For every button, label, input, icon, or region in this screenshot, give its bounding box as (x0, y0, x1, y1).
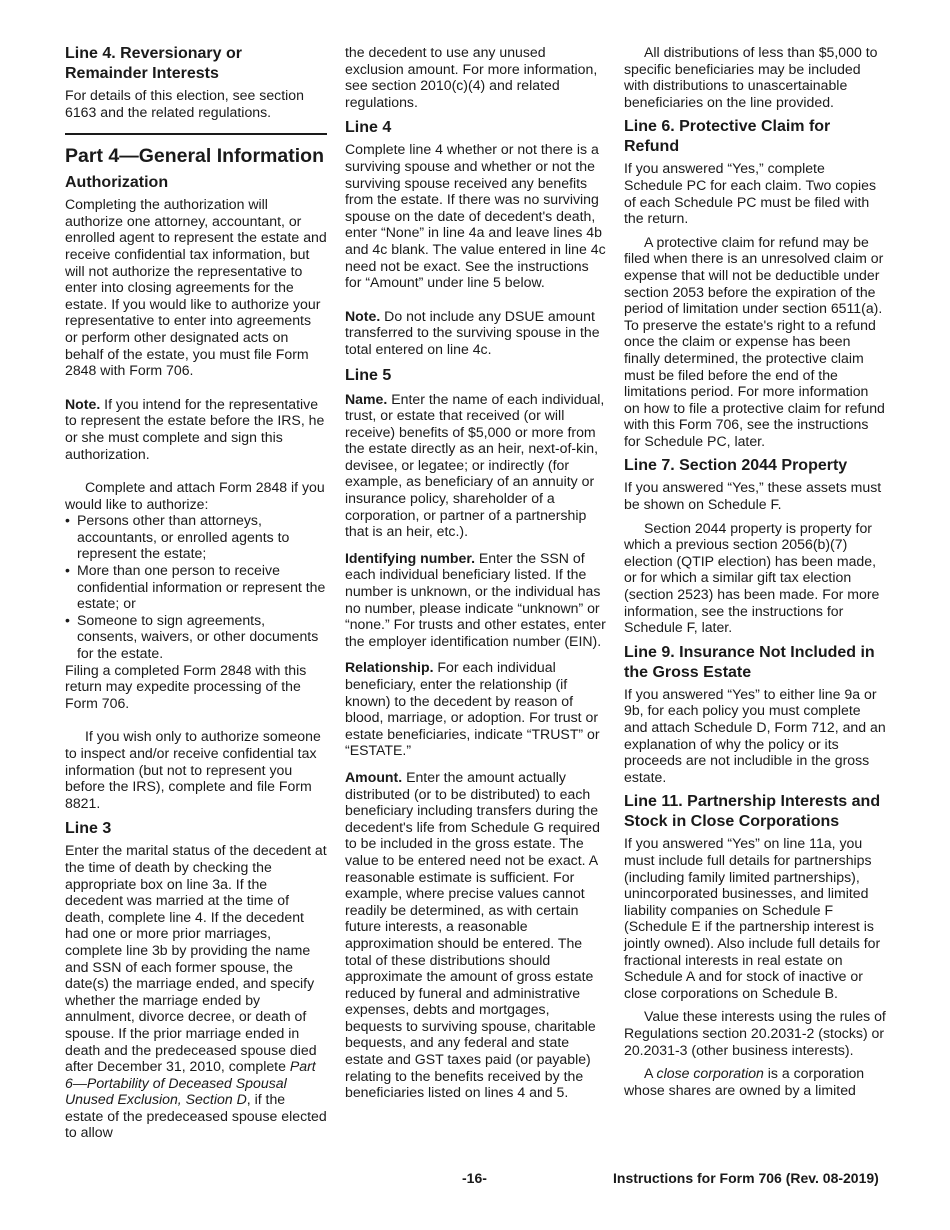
note-text: If you intend for the representative to represent the estate before the IRS, he or she must complete and sign this authorization. (65, 395, 325, 462)
authorization-text: Completing the authorization will authorize one attorney, accountant, or enrolled agent to represent the estate and receive confidential tax information, but will not authorize the representative to enter into closing agreements for the estate. If you would like to authorize your representative to enter into agreements or perform other designated acts on behalf of the estate, you must file Form 2848 with Form 706. (65, 196, 327, 379)
identifying-number-paragraph: Identifying number. Enter the SSN of each individual beneficiary listed. If the number is unknown, or the individual has no number, please indicate “unknown” or “none.” For trusts and other estates, enter the employer identification number (EIN). (345, 549, 606, 649)
note-label: Note. (65, 395, 101, 412)
line11-text: If you answered “Yes” on line 11a, you must include full details for partnerships (including family limited partnerships), unincorporated businesses, and limited liability companies on Schedule F (Schedule E if the partnership interest is jointly owned). Also include full details for fractional interests in real estate on Schedule A and for stock of inactive or close corporations on Schedule B. (624, 835, 881, 1001)
line7-heading: Line 7. Section 2044 Property (624, 457, 848, 475)
line7-text: If you answered “Yes,” these assets must be shown on Schedule F. (624, 479, 882, 513)
bullet-item: • Persons other than attorneys, accountants, or enrolled agents to represent the estate; (65, 512, 290, 562)
filing-text: Filing a completed Form 2848 with this return may expedite processing of the Form 706. (65, 661, 307, 711)
name-paragraph: Name. Enter the name of each individual, trust, or estate that received (or will receive) benefits of $5,000 or more from the estate directly as an heir, next-of-kin, devisee, or legatee; or indirectly (for example, as beneficiary of an annuity or insurance policy, shareholder of a corporation, or partner of a partnership that is an heir, etc.). (345, 390, 605, 540)
section-divider (65, 133, 327, 135)
close-corporation-text: A close corporation is a corporation whose shares are owned by a limited (624, 1065, 865, 1098)
line3-heading: Line 3 (65, 820, 112, 838)
column-3 (624, 44, 886, 1098)
note-paragraph (65, 396, 327, 462)
line7-text-2: Section 2044 property is property for which a previous section 2056(b)(7) election (QTIP election) has been made, or for which a similar gift tax election (section 2523) has been made. For more information, see the instructions for Schedule F, later. (624, 519, 880, 636)
column-1 (65, 44, 327, 1141)
line4-reversionary-heading: Line 4. Reversionary or Remainder Interests (65, 45, 242, 82)
distributions-text: All distributions of less than $5,000 to specific beneficiaries may be included with distributions to unascertainable beneficiaries on the line provided. (624, 44, 878, 110)
line11-text-2: Value these interests using the rules of Regulations section 20.2031-2 (stocks) or 20.2031-3 (other business interests). (624, 1008, 886, 1058)
line3-text: Enter the marital status of the decedent at the time of death by checking the appropriate box on line 3a. If the decedent was married at the time of death, complete line 4. If the decedent had one or more prior marriages, complete line 3b by providing the name and SSN of each former spouse, the date(s) the marriage ended, and specify whether the marriage ended by annulment, divorce decree, or death of spouse. If the prior marriage ended in death and the predeceased spouse died after December 31, 2010, complete Part 6—Portability of Deceased Spousal Unused Exclusion, Section D, if the estate of the predeceased spouse elected to allow (65, 842, 327, 1141)
line9-text: If you answered “Yes” to either line 9a or 9b, for each policy you must complete and attach Schedule D, Form 712, and an explanation of why the policy or its proceeds are not includible in the gross estate. (624, 685, 886, 785)
line5-heading: Line 5 (345, 366, 392, 384)
line6-heading: Line 6. Protective Claim for Refund (624, 118, 831, 156)
continued-text: the decedent to use any unused exclusion amount. For more information, see section 2010(c)(4) and related regulations. (345, 44, 598, 110)
form-reference: Instructions for Form 706 (Rev. 08-2019) (613, 1170, 879, 1186)
bullet-icon: • (65, 562, 70, 579)
column-2 (345, 44, 607, 1101)
part4-heading: Part 4—General Information (65, 145, 324, 168)
amount-paragraph: Amount. Enter the amount actually distributed (or to be distributed) to each beneficiary including transfers during the decedent's life from Schedule G required to be included in the gross estate. The value to be entered need not be exact. A reasonable estimate is sufficient. For example, where precise values cannot readily be determined, as with certain future interests, a reasonable approximation should be entered. The total of these distributions should approximate the amount of gross estate reduced by funeral and administrative expenses, debts and mortgages, bequests to surviving spouse, charitable bequests, and any federal and state estate and GST taxes paid (or payable) relating to the benefits received by the beneficiaries listed on lines 4 and 5. (345, 768, 600, 1101)
line9-heading: Line 9. Insurance Not Included in the Gross Estate (624, 643, 875, 681)
inspect-text: If you wish only to authorize someone to inspect and/or receive confidential tax information (but not to represent you before the IRS), complete and file Form 8821. (65, 728, 321, 811)
line4-heading: Line 4 (345, 119, 392, 137)
page-number: -16- (462, 1170, 487, 1186)
relationship-paragraph: Relationship. For each individual beneficiary, enter the relationship (if known) to the decedent by reason of blood, marriage, or adoption. For trust or estate beneficiaries, indicate “TRUST” or “ESTATE.” (345, 659, 600, 759)
bullet-item: • More than one person to receive confidential information or represent the estate; or (65, 562, 326, 612)
line4-reversionary-text: For details of this election, see section 6163 and the related regulations. (65, 87, 304, 120)
note-paragraph: Note. Do not include any DSUE amount transferred to the surviving spouse in the total entered on line 4c. (345, 307, 600, 357)
line6-text-2: A protective claim for refund may be filed when there is an unresolved claim or expense that will not be deductible under section 2053 before the expiration of the period of limitation under section 6511(a). To preserve the estate's right to a refund once the claim or expense has been finally determined, the protective claim must be filed before the end of the limitations period. For more information on how to file a protective claim for refund with this Form 706, see the instructions for Schedule PC, later. (624, 233, 885, 449)
bullet-icon: • (65, 512, 70, 529)
line11-heading: Line 11. Partnership Interests and Stock in Close Corporations (624, 793, 881, 831)
line4-text: Complete line 4 whether or not there is a surviving spouse and whether or not the surviving spouse received any benefits from the estate. If there was no surviving spouse on the date of decedent's death, enter “None” in line 4a and leave lines 4b and 4c blank. The value entered in line 4c need not be exact. See the instructions for “Amount” under line 5 below. (345, 141, 606, 291)
complete-attach-text: Complete and attach Form 2848 if you would like to authorize: (65, 479, 325, 512)
bullet-item: • Someone to sign agreements, consents, waivers, or other documents for the estate. (65, 611, 319, 662)
bullet-icon: • (65, 611, 70, 628)
line6-text: If you answered “Yes,” complete Schedule PC for each claim. Two copies of each Schedule PC must be filed with the return. (624, 160, 876, 227)
authorization-heading: Authorization (65, 174, 169, 192)
